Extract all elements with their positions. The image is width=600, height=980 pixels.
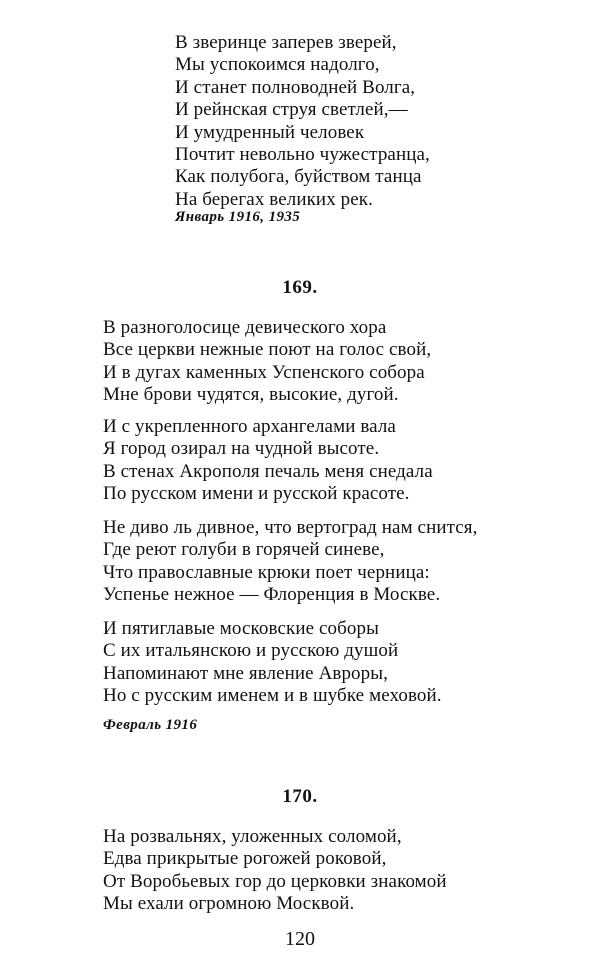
- poem-line: Где реют голуби в горячей синеве,: [103, 539, 385, 561]
- poem-line: Все церкви нежные поют на голос свой,: [103, 339, 432, 361]
- poem-170-number: 170.: [282, 786, 318, 807]
- poem-line: И в дугах каменных Успенского собора: [103, 361, 425, 383]
- poem-line: И рейнская струя светлей,—: [175, 99, 408, 121]
- poem-line: Как полубога, буйством танца: [175, 166, 422, 188]
- poem-line: От Воробьевых гор до церковки знакомой: [103, 870, 447, 892]
- poem-169-stanza-3: [103, 517, 477, 607]
- poem-line: Мы успокоимся надолго,: [175, 54, 380, 76]
- poem-169-number: 169.: [282, 277, 318, 298]
- poem-line: Почтит невольно чужестранца,: [175, 144, 430, 166]
- poem-169-stanza-1: [103, 317, 431, 407]
- page-number: 120: [285, 928, 315, 950]
- poem-168-date: Январь 1916, 1935: [175, 209, 301, 225]
- poem-line: Мне брови чудятся, высокие, дугой.: [103, 384, 399, 406]
- poem-line: На розвальнях, уложенных соломой,: [103, 826, 402, 847]
- poem-168-stanza: [175, 32, 430, 211]
- poem-line: На берегах великих рек.: [175, 188, 373, 210]
- poem-169-stanza-2: [103, 416, 433, 506]
- poem-line: В зверинце заперев зверей,: [175, 32, 397, 53]
- poem-line: В разноголосице девического хора: [103, 317, 387, 338]
- poem-line: И пятиглавые московские соборы: [103, 618, 379, 639]
- poem-line: В стенах Акрополя печаль меня снедала: [103, 460, 433, 482]
- poem-line: По русском имени и русской красоте.: [103, 483, 410, 505]
- poem-line: Напоминают мне явление Авроры,: [103, 662, 388, 684]
- poem-line: Что православные крюки поет черница:: [103, 561, 430, 583]
- poem-line: И умудренный человек: [175, 121, 365, 143]
- poem-line: Успенье нежное — Флоренция в Москве.: [103, 584, 441, 606]
- poem-line: И станет полноводней Волга,: [175, 76, 416, 98]
- poem-line: С их итальянскою и русскою душой: [103, 640, 399, 662]
- poem-line: Я город озирал на чудной высоте.: [103, 438, 380, 460]
- poem-line: И с укрепленного архангелами вала: [103, 416, 396, 437]
- poem-169-stanza-4: [103, 618, 442, 708]
- poem-169-date: Февраль 1916: [103, 717, 198, 733]
- poem-line: Едва прикрытые рогожей роковой,: [103, 848, 387, 870]
- poem-170-stanza-1: [103, 826, 447, 916]
- poem-line: Не диво ль дивное, что вертоград нам снится,: [103, 517, 478, 538]
- poem-line: Но с русским именем и в шубке меховой.: [103, 685, 442, 707]
- poem-line: Мы ехали огромною Москвой.: [103, 893, 355, 915]
